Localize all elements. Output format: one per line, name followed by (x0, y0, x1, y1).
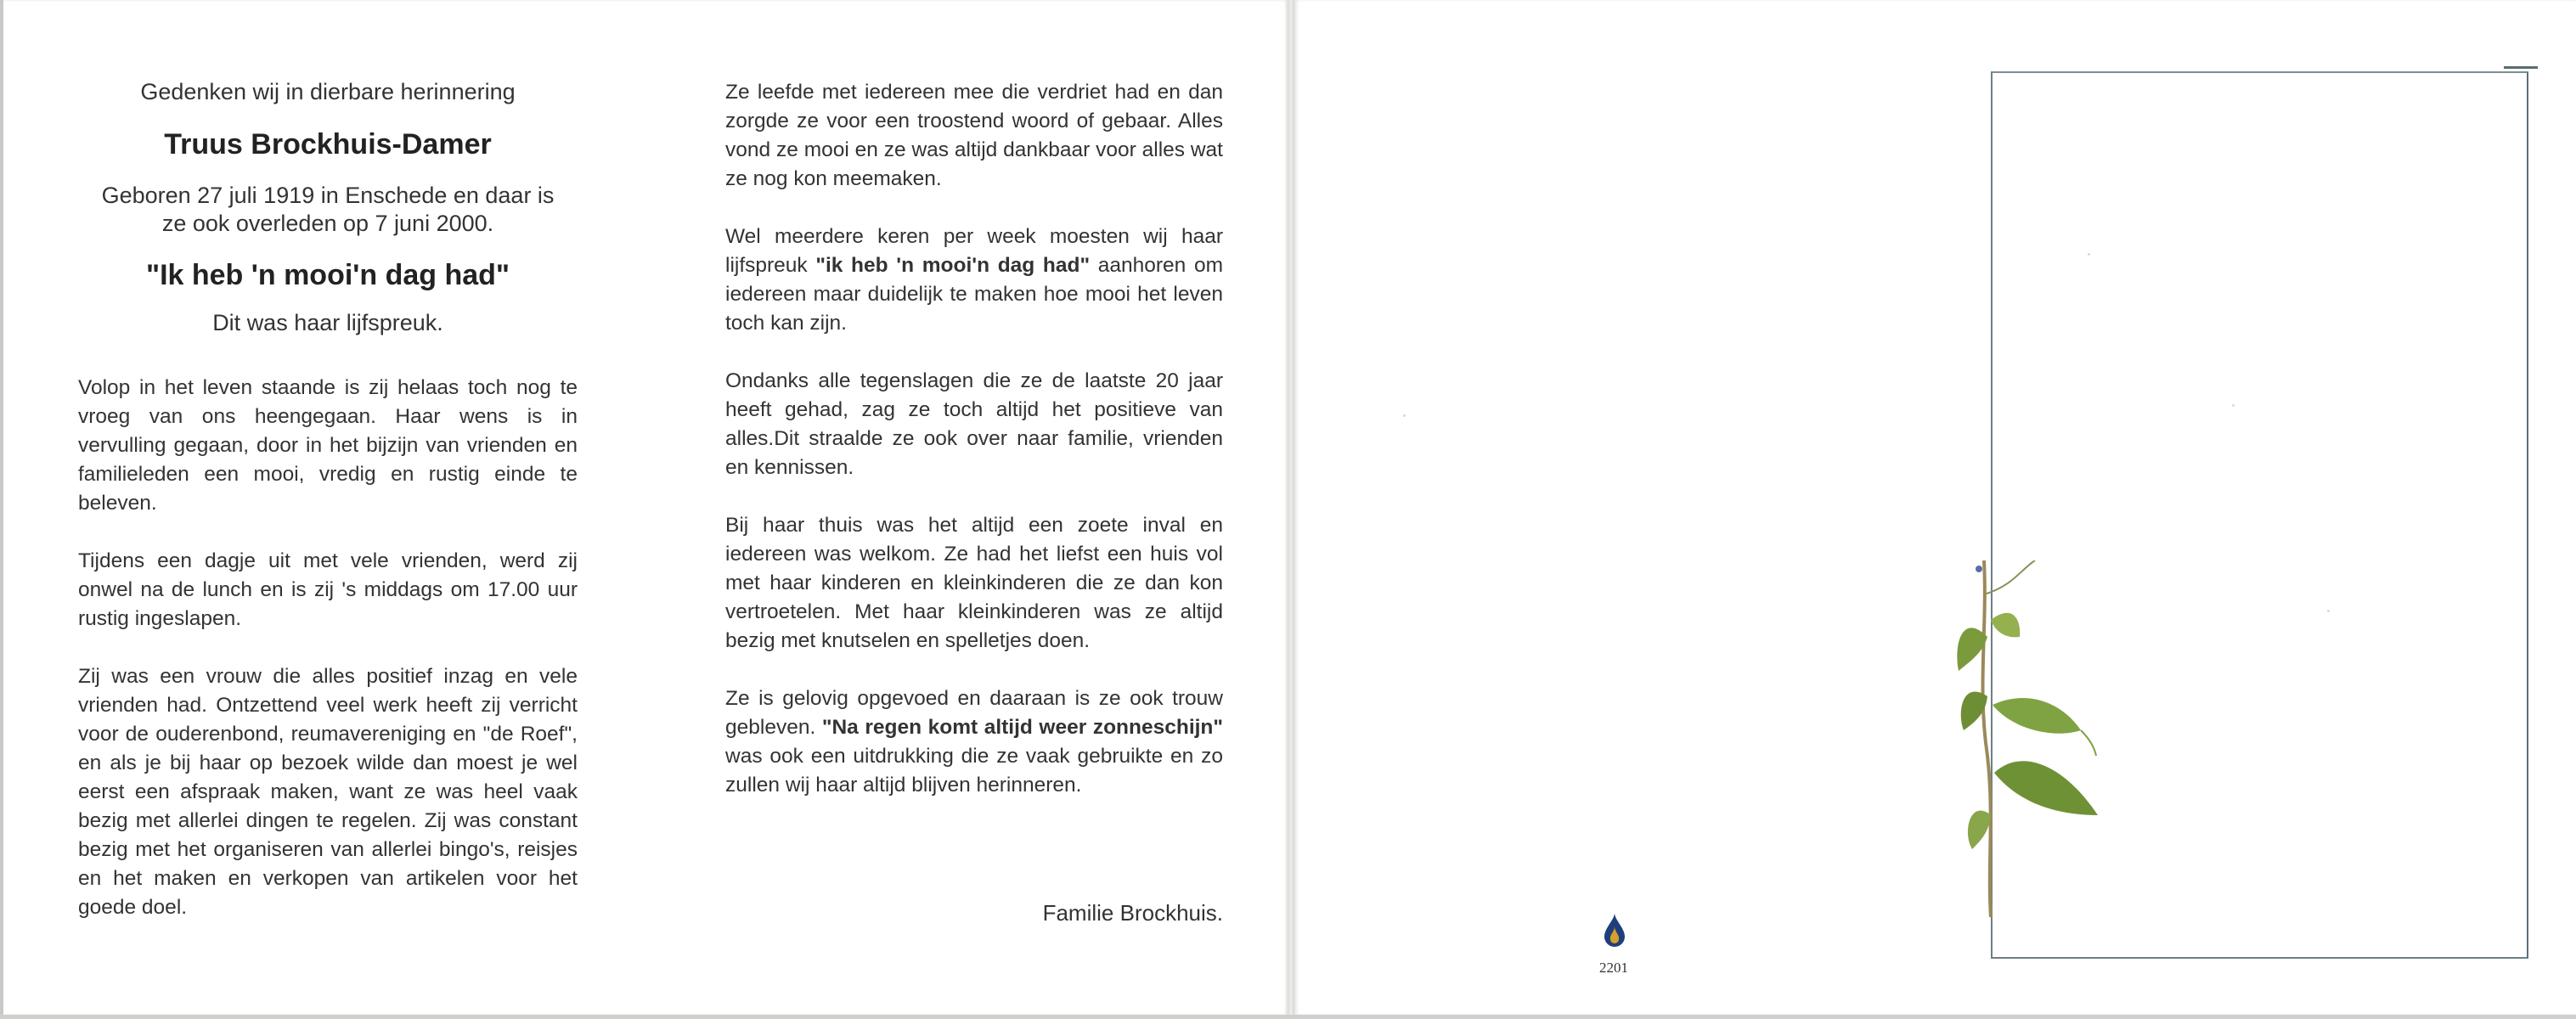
text-run: aanhoren om iedereen maar duidelijk te maken hoe mooi het leven toch kan zijn. (725, 254, 1224, 335)
paragraph: Bij haar thuis was het altijd een zoete inval en iedereen was welkom. Ze had het liefst een huis vol met haar kinderen en kleinkinderen die ze dan kon vertroetelen. Met haar kleinkinderen was ze altijd bezig met knutselen en spelletjes doen. (725, 514, 1223, 652)
paragraph: Ze leefde met iedereen mee die verdriet had en dan zorgde ze voor een troostend woord of gebaar. Alles vond ze mooi en ze was altijd dankbaar voor alles wat ze nog kon meemaken. (725, 81, 1223, 190)
paragraph (725, 684, 1223, 800)
text-run: Ze is gelovig opgevoed en daaraan is ze ook trouw gebleven. (725, 687, 1223, 739)
paragraph: Tijdens een dagje uit met vele vrienden, werd zij onwel na de lunch en is zij 's middags om 17.00 uur rustig ingeslapen. (78, 549, 578, 630)
card-edge (0, 0, 3, 1015)
card-fold (1288, 0, 1294, 1019)
dates-line-1: Geboren 27 juli 1919 in Enschede en daar is (101, 183, 555, 208)
paragraph: Ondanks alle tegenslagen die ze de laatste 20 jaar heeft gehad, zag ze toch altijd het positieve van alles.Dit straalde ze ook over naar familie, vrienden en kennissen. (725, 369, 1223, 479)
paragraph: Volop in het leven staande is zij helaas toch nog te vroeg van ons heengegaan. Haar wens is in vervulling gegaan, door in het bijzijn van vrienden en familieleden een mooi, vredig en rustig einde te beleven. (78, 376, 578, 515)
paper-speck (2232, 404, 2235, 407)
text-run: was ook een uitdrukking die ze vaak gebruikte en zo zullen wij haar altijd blijven herinneren. (725, 745, 1223, 797)
paper-speck (2088, 253, 2090, 256)
text-run: Wel meerdere keren per week moesten wij haar lijfspreuk (725, 225, 1223, 277)
signoff: Familie Brockhuis. (1042, 900, 1223, 926)
left-column (78, 75, 578, 951)
paragraph (725, 222, 1223, 338)
intro-line: Gedenken wij in dierbare herinnering (140, 79, 516, 104)
motto: "Ik heb 'n mooi'n dag had" (145, 259, 510, 291)
left-paragraphs (78, 374, 578, 922)
bold-quote: "ik heb 'n mooi'n dag had" (815, 254, 1091, 277)
motto-note: Dit was haar lijfspreuk. (212, 310, 443, 335)
flame-drop-logo-icon (1601, 913, 1628, 952)
deceased-name: Truus Brockhuis-Damer (164, 128, 492, 160)
paper-speck (2327, 610, 2330, 612)
frame-corner-stroke (2504, 66, 2538, 69)
dates-text (78, 182, 578, 238)
right-column (725, 78, 1223, 829)
paper-speck (1403, 414, 1406, 417)
logo-number: 2201 (1599, 960, 1628, 976)
bold-quote: "Na regen komt altijd weer zonneschijn" (821, 716, 1224, 739)
plant-illustration (1953, 560, 2140, 917)
paragraph: Zij was een vrouw die alles positief inzag en vele vrienden had. Ontzettend veel werk heeft zij verricht voor de ouderenbond, reumavereniging en "de Roef", en als je bij haar op bezoek wilde dan moest je wel eerst een afspraak maken, want ze was heel vaak bezig met allerlei dingen te regelen. Zij was constant bezig met het organiseren van allerlei bingo's, reisjes en het maken en verkopen van artikelen voor het goede doel. (78, 665, 578, 919)
scan-bottom-edge (0, 1015, 2576, 1019)
dates-line-2: ze ook overleden op 7 juni 2000. (161, 211, 494, 236)
